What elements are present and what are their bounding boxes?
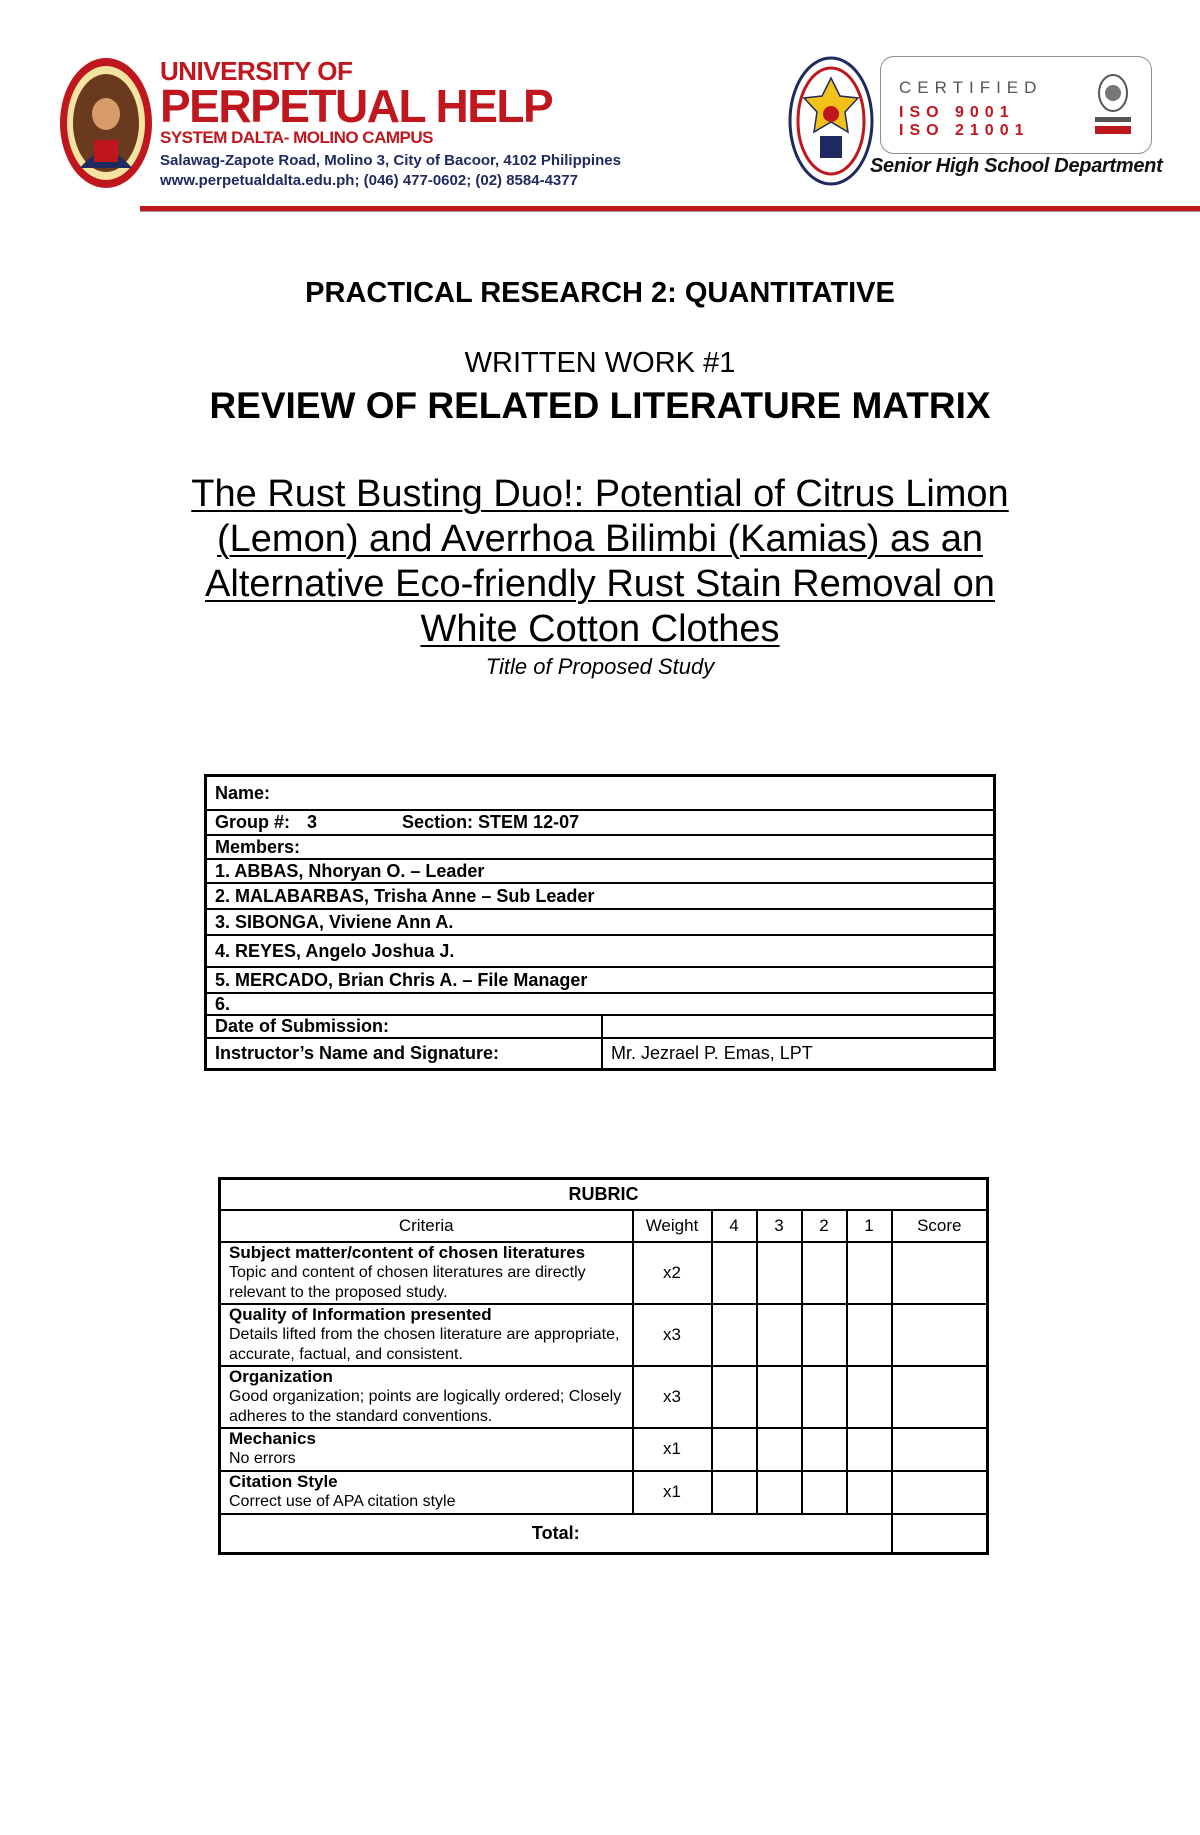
score-cell-3[interactable] — [757, 1428, 802, 1471]
criterion-description: No errors — [229, 1450, 296, 1467]
criterion-description: Details lifted from the chosen literature are appropriate, accurate, factual, and consistent. — [229, 1325, 620, 1363]
rubric-total-score-cell[interactable] — [892, 1514, 988, 1554]
iso-9001-label: ISO 9001 — [899, 104, 1015, 121]
member-row: 5. MERCADO, Brian Chris A. – File Manager — [206, 967, 995, 993]
member-row: 6. — [206, 993, 995, 1015]
rubric-header-4: 4 — [712, 1210, 757, 1242]
criterion-weight: x1 — [633, 1471, 712, 1514]
group-section-row — [206, 810, 995, 835]
instructor-label: Instructor’s Name and Signature: — [206, 1038, 603, 1070]
rubric-title: RUBRIC — [220, 1179, 988, 1210]
rubric-row — [220, 1366, 988, 1428]
score-cell-3[interactable] — [757, 1304, 802, 1366]
university-contact: www.perpetualdalta.edu.ph; (046) 477-0602; (02) 8584-4377 — [160, 172, 578, 189]
rubric-criterion — [220, 1471, 633, 1514]
rubric-header-score: Score — [892, 1210, 988, 1242]
rubric-criterion — [220, 1366, 633, 1428]
score-cell-4[interactable] — [712, 1428, 757, 1471]
score-cell-1[interactable] — [847, 1366, 892, 1428]
header-divider-shadow — [140, 211, 1200, 212]
rubric-row — [220, 1242, 988, 1304]
rubric-header-2: 2 — [802, 1210, 847, 1242]
score-cell-total[interactable] — [892, 1471, 988, 1514]
university-line-3: SYSTEM DALTA- MOLINO CAMPUS — [160, 128, 433, 147]
member-row: 1. ABBAS, Nhoryan O. – Leader — [206, 859, 995, 883]
score-cell-2[interactable] — [802, 1242, 847, 1304]
group-info-table — [204, 774, 996, 1071]
rubric-criterion — [220, 1242, 633, 1304]
department-name: Senior High School Department — [870, 155, 1163, 177]
score-cell-1[interactable] — [847, 1428, 892, 1471]
instructor-value: Mr. Jezrael P. Emas, LPT — [602, 1038, 995, 1070]
score-cell-1[interactable] — [847, 1471, 892, 1514]
date-of-submission-label: Date of Submission: — [206, 1015, 603, 1038]
rubric-row — [220, 1428, 988, 1471]
score-cell-2[interactable] — [802, 1366, 847, 1428]
criterion-name: Mechanics — [229, 1429, 316, 1448]
score-cell-total[interactable] — [892, 1242, 988, 1304]
score-cell-3[interactable] — [757, 1471, 802, 1514]
rubric-total-label: Total: — [220, 1514, 892, 1554]
score-cell-1[interactable] — [847, 1304, 892, 1366]
group-label: Group #: — [215, 812, 290, 832]
iso-21001-label: ISO 21001 — [899, 122, 1030, 139]
rubric-header-3: 3 — [757, 1210, 802, 1242]
iso-certification-badge — [880, 56, 1152, 154]
rubric-header-weight: Weight — [633, 1210, 712, 1242]
shs-seal-icon — [788, 56, 874, 186]
score-cell-1[interactable] — [847, 1242, 892, 1304]
bureau-veritas-icon — [1087, 71, 1139, 141]
score-cell-4[interactable] — [712, 1471, 757, 1514]
score-cell-2[interactable] — [802, 1304, 847, 1366]
criterion-name: Organization — [229, 1366, 333, 1386]
study-title — [150, 472, 1050, 652]
certified-label: CERTIFIED — [899, 78, 1043, 97]
rubric-header-criteria: Criteria — [220, 1210, 633, 1242]
criterion-name: Quality of Information presented — [229, 1304, 492, 1324]
name-label: Name: — [215, 782, 271, 803]
university-address: Salawag-Zapote Road, Molino 3, City of Bacoor, 4102 Philippines — [160, 152, 621, 169]
criterion-weight: x3 — [633, 1304, 712, 1366]
member-row: 3. SIBONGA, Viviene Ann A. — [206, 909, 995, 935]
university-name-block — [160, 58, 621, 191]
document-title: REVIEW OF RELATED LITERATURE MATRIX — [209, 385, 991, 426]
members-label: Members: — [206, 835, 995, 859]
score-cell-4[interactable] — [712, 1304, 757, 1366]
rubric-table — [218, 1177, 989, 1555]
rubric-criterion — [220, 1304, 633, 1366]
member-row: 2. MALABARBAS, Trisha Anne – Sub Leader — [206, 883, 995, 909]
criterion-description: Good organization; points are logically ordered; Closely adheres to the standard conventions. — [229, 1387, 622, 1425]
uph-seal-icon — [58, 56, 154, 190]
section-label: Section: STEM 12-07 — [402, 812, 580, 832]
study-title-line: (Lemon) and Averrhoa Bilimbi (Kamias) as an — [217, 518, 983, 560]
score-cell-total[interactable] — [892, 1428, 988, 1471]
criterion-weight: x1 — [633, 1428, 712, 1471]
criterion-description: Topic and content of chosen literatures are directly relevant to the proposed study. — [229, 1263, 586, 1301]
criterion-name: Subject matter/content of chosen literatures — [229, 1242, 586, 1262]
rubric-row — [220, 1471, 988, 1514]
criterion-weight: x2 — [633, 1242, 712, 1304]
study-title-line: Alternative Eco-friendly Rust Stain Removal on — [205, 563, 995, 605]
name-field[interactable] — [206, 776, 995, 810]
score-cell-total[interactable] — [892, 1304, 988, 1366]
study-title-line: The Rust Busting Duo!: Potential of Citrus Limon — [191, 473, 1009, 515]
rubric-header-1: 1 — [847, 1210, 892, 1242]
university-line-1: UNIVERSITY OF — [160, 56, 353, 86]
score-cell-2[interactable] — [802, 1471, 847, 1514]
score-cell-3[interactable] — [757, 1366, 802, 1428]
score-cell-2[interactable] — [802, 1428, 847, 1471]
criterion-weight: x3 — [633, 1366, 712, 1428]
score-cell-4[interactable] — [712, 1366, 757, 1428]
study-title-line: White Cotton Clothes — [420, 608, 780, 650]
rubric-row — [220, 1304, 988, 1366]
study-title-caption: Title of Proposed Study — [485, 654, 715, 679]
criterion-description: Correct use of APA citation style — [229, 1493, 456, 1510]
score-cell-3[interactable] — [757, 1242, 802, 1304]
course-title: PRACTICAL RESEARCH 2: QUANTITATIVE — [305, 277, 895, 309]
score-cell-4[interactable] — [712, 1242, 757, 1304]
criterion-name: Citation Style — [229, 1472, 338, 1491]
date-of-submission-field[interactable] — [602, 1015, 995, 1038]
university-line-2: PERPETUAL HELP — [160, 80, 553, 132]
written-work-label: WRITTEN WORK #1 — [464, 347, 736, 379]
group-value: 3 — [307, 812, 318, 832]
rubric-criterion — [220, 1428, 633, 1471]
member-row: 4. REYES, Angelo Joshua J. — [206, 935, 995, 967]
score-cell-total[interactable] — [892, 1366, 988, 1428]
